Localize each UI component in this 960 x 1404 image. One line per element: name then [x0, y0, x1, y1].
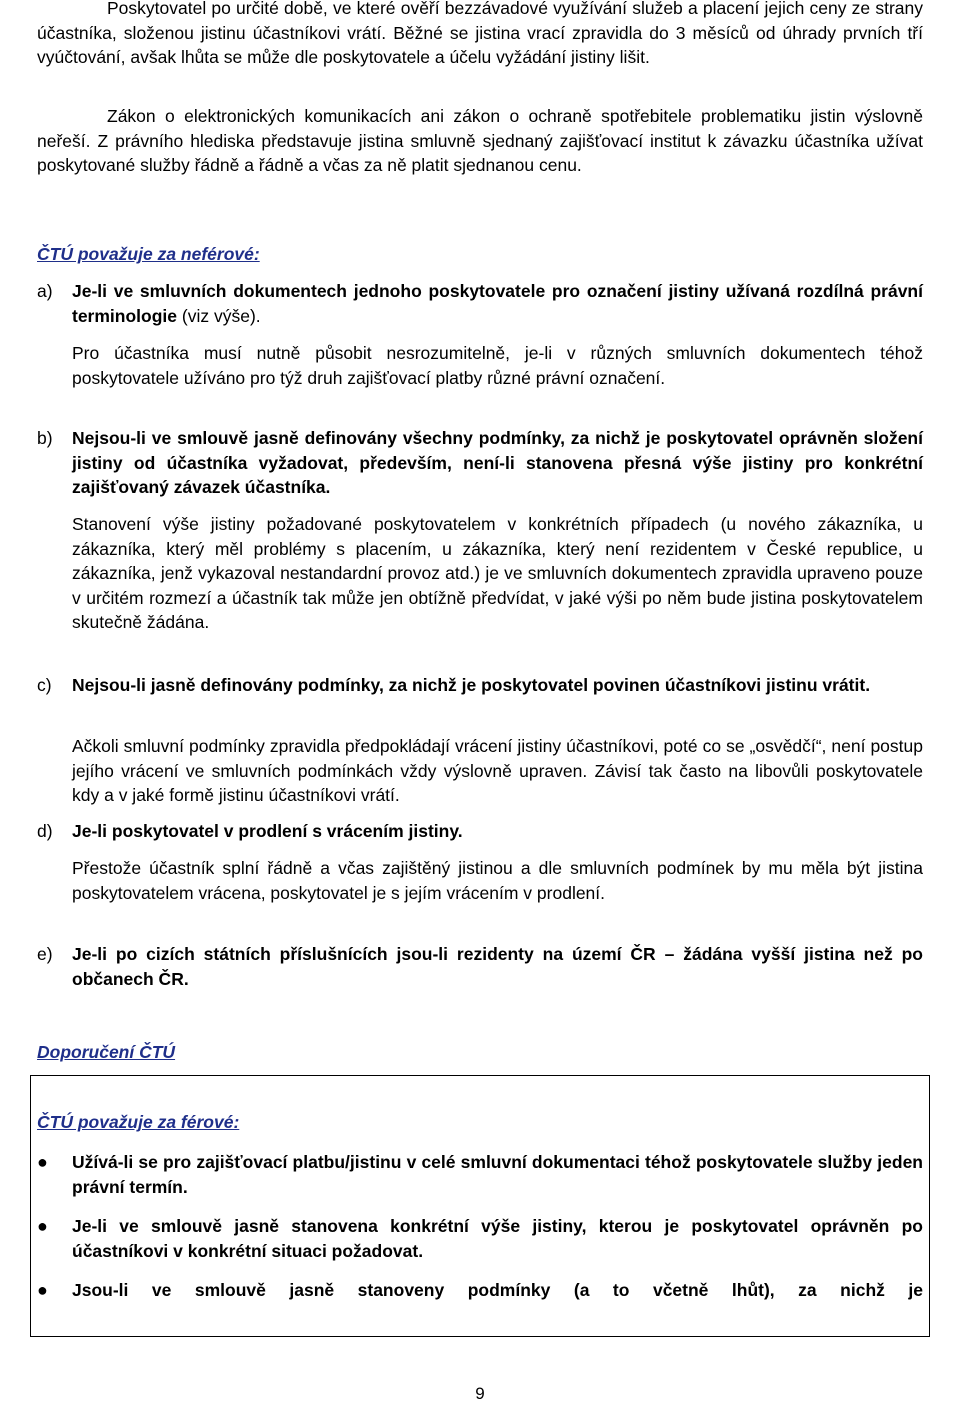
item-a-body: Pro účastníka musí nutně působit nesrozumitelně, je-li v různých smluvních dokumentech téhož poskytovatele užíváno pro týž druh zajišťovací platby různé právní označení. [72, 343, 923, 388]
fair-bullet-1-text: Užívá-li se pro zajišťovací platbu/jistinu v celé smluvní dokumentaci téhož poskytovatele služby jeden právní termín. [72, 1152, 923, 1197]
fair-bullet-3-text: Jsou-li ve smlouvě jasně stanoveny podmínky (a to včetně lhůt), za nichž je [72, 1280, 923, 1300]
item-b-body: Stanovení výše jistiny požadované poskytovatelem v konkrétních případech (u nového zákazníka, u zákazníka, který měl problémy s placením, u zákazníka, který není rezidentem v České republice, u zákazníka, jenž vykazoval nestandardní provoz atd.) je ve smluvních dokumentech zpravidla upraveno pouze v určitém rozmezí a účastník tak může jen obtížně předvídat, v jaké výši po něm bude jistina poskytovatelem skutečně žádána. [72, 514, 923, 632]
item-c [37, 673, 923, 698]
bullet-dot-icon: ● [37, 1216, 48, 1236]
fair-heading: ČTÚ považuje za férové: [37, 1112, 240, 1132]
fair-bullet-3 [37, 1278, 923, 1303]
intro-paragraph-1: Poskytovatel po určité době, ve které ověří bezzávadové využívání služeb a placení jejich ceny ze strany účastníka, složenou jistinu účastníkovi vrátí. Běžné se jistina vrací zpravidla do 3 měsíců od úhrady prvních tří vyúčtování, avšak lhůta se může dle poskytovatele a účelu vyžádání jistiny lišit. [37, 0, 923, 67]
item-d [37, 819, 923, 844]
intro-paragraph-2: Zákon o elektronických komunikacích ani zákon o ochraně spotřebitele problematiku jistin výslovně neřeší. Z právního hlediska představuje jistina smluvně sjednaný zajišťovací institut k závazku účastníka užívat poskytované služby řádně a řádně a včas za ně platit sjednanou cenu. [37, 106, 923, 175]
item-d-title: Je-li poskytovatel v prodlení s vrácením jistiny. [72, 821, 463, 841]
fair-bullet-1 [37, 1150, 923, 1199]
item-d-body: Přestože účastník splní řádně a včas zajištěný jistinou a dle smluvních podmínek by mu měla být jistina poskytovatelem vrácena, poskytovatel je s jejím vrácením v prodlení. [72, 858, 923, 903]
item-b [37, 426, 923, 500]
item-e [37, 942, 923, 991]
bullet-dot-icon: ● [37, 1152, 48, 1172]
item-c-body: Ačkoli smluvní podmínky zpravidla předpokládají vrácení jistiny účastníkovi, poté co se „osvědčí“, není postup jejího vrácení ve smluvních podmínkách vždy výslovně upraven. Závisí tak často na libovůli poskytovatele kdy a v jaké formě jistinu účastníkovi vrátí. [72, 736, 923, 805]
item-b-title: Nejsou-li ve smlouvě jasně definovány všechny podmínky, za nichž je poskytovatel oprávněn složení jistiny od účastníka vyžadovat, především, není-li stanovena přesná výše jistiny pro konkrétní zajišťovaný závazek účastníka. [72, 428, 923, 497]
item-b-label: b) [37, 428, 53, 448]
fair-bullet-2 [37, 1214, 923, 1263]
item-d-label: d) [37, 821, 53, 841]
recommendation-heading: Doporučení ČTÚ [37, 1042, 176, 1062]
bullet-dot-icon: ● [37, 1280, 48, 1300]
fair-bullet-2-text: Je-li ve smlouvě jasně stanovena konkrétní výše jistiny, kterou je poskytovatel oprávněn po účastníkovi v konkrétní situaci požadovat. [72, 1216, 923, 1261]
item-a-title: Je-li ve smluvních dokumentech jednoho poskytovatele pro označení jistiny užívaná rozdílná právní terminologie [72, 281, 923, 326]
item-c-title: Nejsou-li jasně definovány podmínky, za nichž je poskytovatel povinen účastníkovi jistinu vrátit. [72, 675, 871, 695]
item-e-title: Je-li po cizích státních příslušnících jsou-li rezidenty na území ČR – žádána vyšší jistina než po občanech ČR. [72, 944, 923, 989]
item-e-label: e) [37, 944, 53, 964]
page-number: 9 [475, 1384, 485, 1403]
item-a-label: a) [37, 281, 53, 301]
unfair-heading: ČTÚ považuje za neférové: [37, 244, 260, 264]
item-c-label: c) [37, 675, 52, 695]
item-a-suffix: (viz výše). [177, 305, 261, 326]
item-a [37, 279, 923, 328]
